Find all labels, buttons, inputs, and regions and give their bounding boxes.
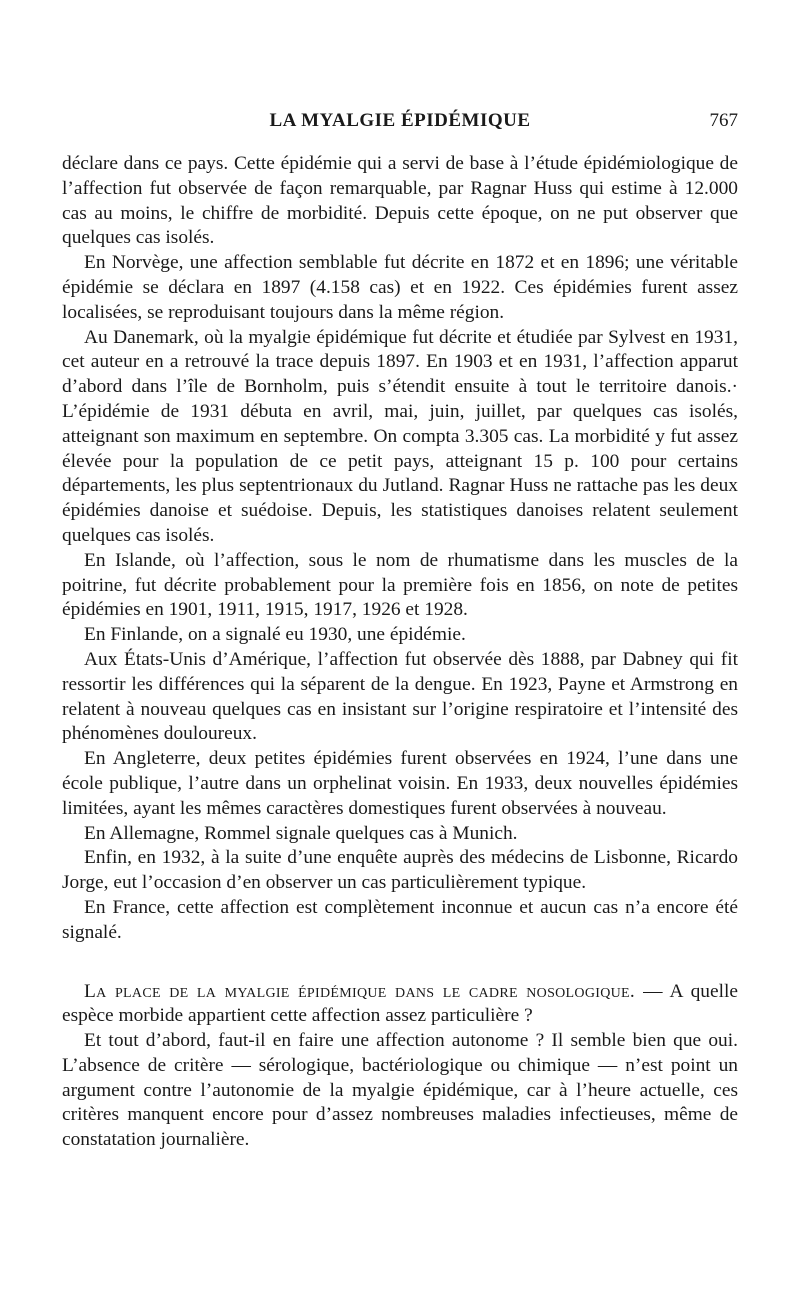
paragraph-1: déclare dans ce pays. Cette épidémie qui a servi de base à l’étude épidémiologique de l’affection fut observée de façon remarquable, par Ragnar Huss qui estime à 12.000 cas au moins, le chiffre de morbidité. Depuis cette époque, on ne put observer que quelques cas isolés. [62,153,738,249]
paragraph-portugal: Enfin, en 1932, à la suite d’une enquête auprès des médecins de Lisbonne, Ricardo Jorge, eut l’occasion d’en observer un cas particulièrement typique. [62,847,738,894]
section-gap [62,946,738,980]
paragraph-usa: Aux États-Unis d’Amérique, l’affection fut observée dès 1888, par Dabney qui fit ressortir les différences qui la séparent de la dengue. En 1923, Payne et Armstrong en relatent à nouveau quelques cas en insistant sur l’origine respiratoire et l’intensité des phénomènes douloureux. [62,648,738,745]
paragraph-france: En France, cette affection est complètement inconnue et aucun cas n’a encore été signalé. [62,896,738,943]
section-heading-paragraph [62,980,738,1030]
section-heading: La place de la myalgie épidémique dans le cadre nosologique. [84,980,636,1002]
running-head [62,110,738,138]
body-text [62,152,738,1153]
page-number: 767 [709,110,738,131]
paragraph-autonomy: Et tout d’abord, faut-il en faire une affection autonome ? Il semble bien que oui. L’absence de critère — sérologique, bactériologique ou chimique — n’est point un argument contre l’autonomie de la myalgie épidémique, car à l’heure actuelle, ces critères manquent encore pour d’assez nombreuses maladies infectieuses, même de constatation journalière. [62,1030,738,1151]
section-heading-rest: — A quelle espèce morbide appartient cette affection assez particulière ? [62,980,738,1027]
paragraph-norway: En Norvège, une affection semblable fut décrite en 1872 et en 1896; une véritable épidémie se déclara en 1897 (4.158 cas) et en 1922. Ces épidémies furent assez localisées, se reproduisant toujours dans la même région. [62,252,738,323]
paragraph-germany: En Allemagne, Rommel signale quelques cas à Munich. [84,822,518,844]
paragraph-england: En Angleterre, deux petites épidémies furent observées en 1924, l’une dans une école publique, l’autre dans un orphelinat voisin. En 1933, deux nouvelles épidémies limitées, ayant les mêmes caractères domestiques furent observées à nouveau. [62,748,738,819]
paragraph-iceland: En Islande, où l’affection, sous le nom de rhumatisme dans les muscles de la poitrine, fut décrite probablement pour la première fois en 1856, on note de petites épidémies en 1901, 1911, 1915, 1917, 1926 et 1928. [62,549,738,621]
paragraph-denmark: Au Danemark, où la myalgie épidémique fut décrite et étudiée par Sylvest en 1931, cet auteur en a retrouvé la trace depuis 1897. En 1903 et en 1931, l’affection apparut d’abord dans l’île de Bornholm, puis s’étendit ensuite à tout le territoire danois.· L’épidémie de 1931 débuta en avril, mai, juin, juillet, par quelques cas isolés, atteignant son maximum en septembre. On compta 3.305 cas. La morbidité y fut assez élevée pour la population de ce petit pays, atteignant 15 p. 100 pour certains départements, les plus septentrionaux du Jutland. Ragnar Huss ne rattache pas les deux épidémies danoise et suédoise. Depuis, les statistiques danoises relatent seulement quelques cas isolés. [62,326,738,546]
running-title: LA MYALGIE ÉPIDÉMIQUE [269,110,531,131]
paragraph-finland: En Finlande, on a signalé eu 1930, une épidémie. [84,624,466,646]
